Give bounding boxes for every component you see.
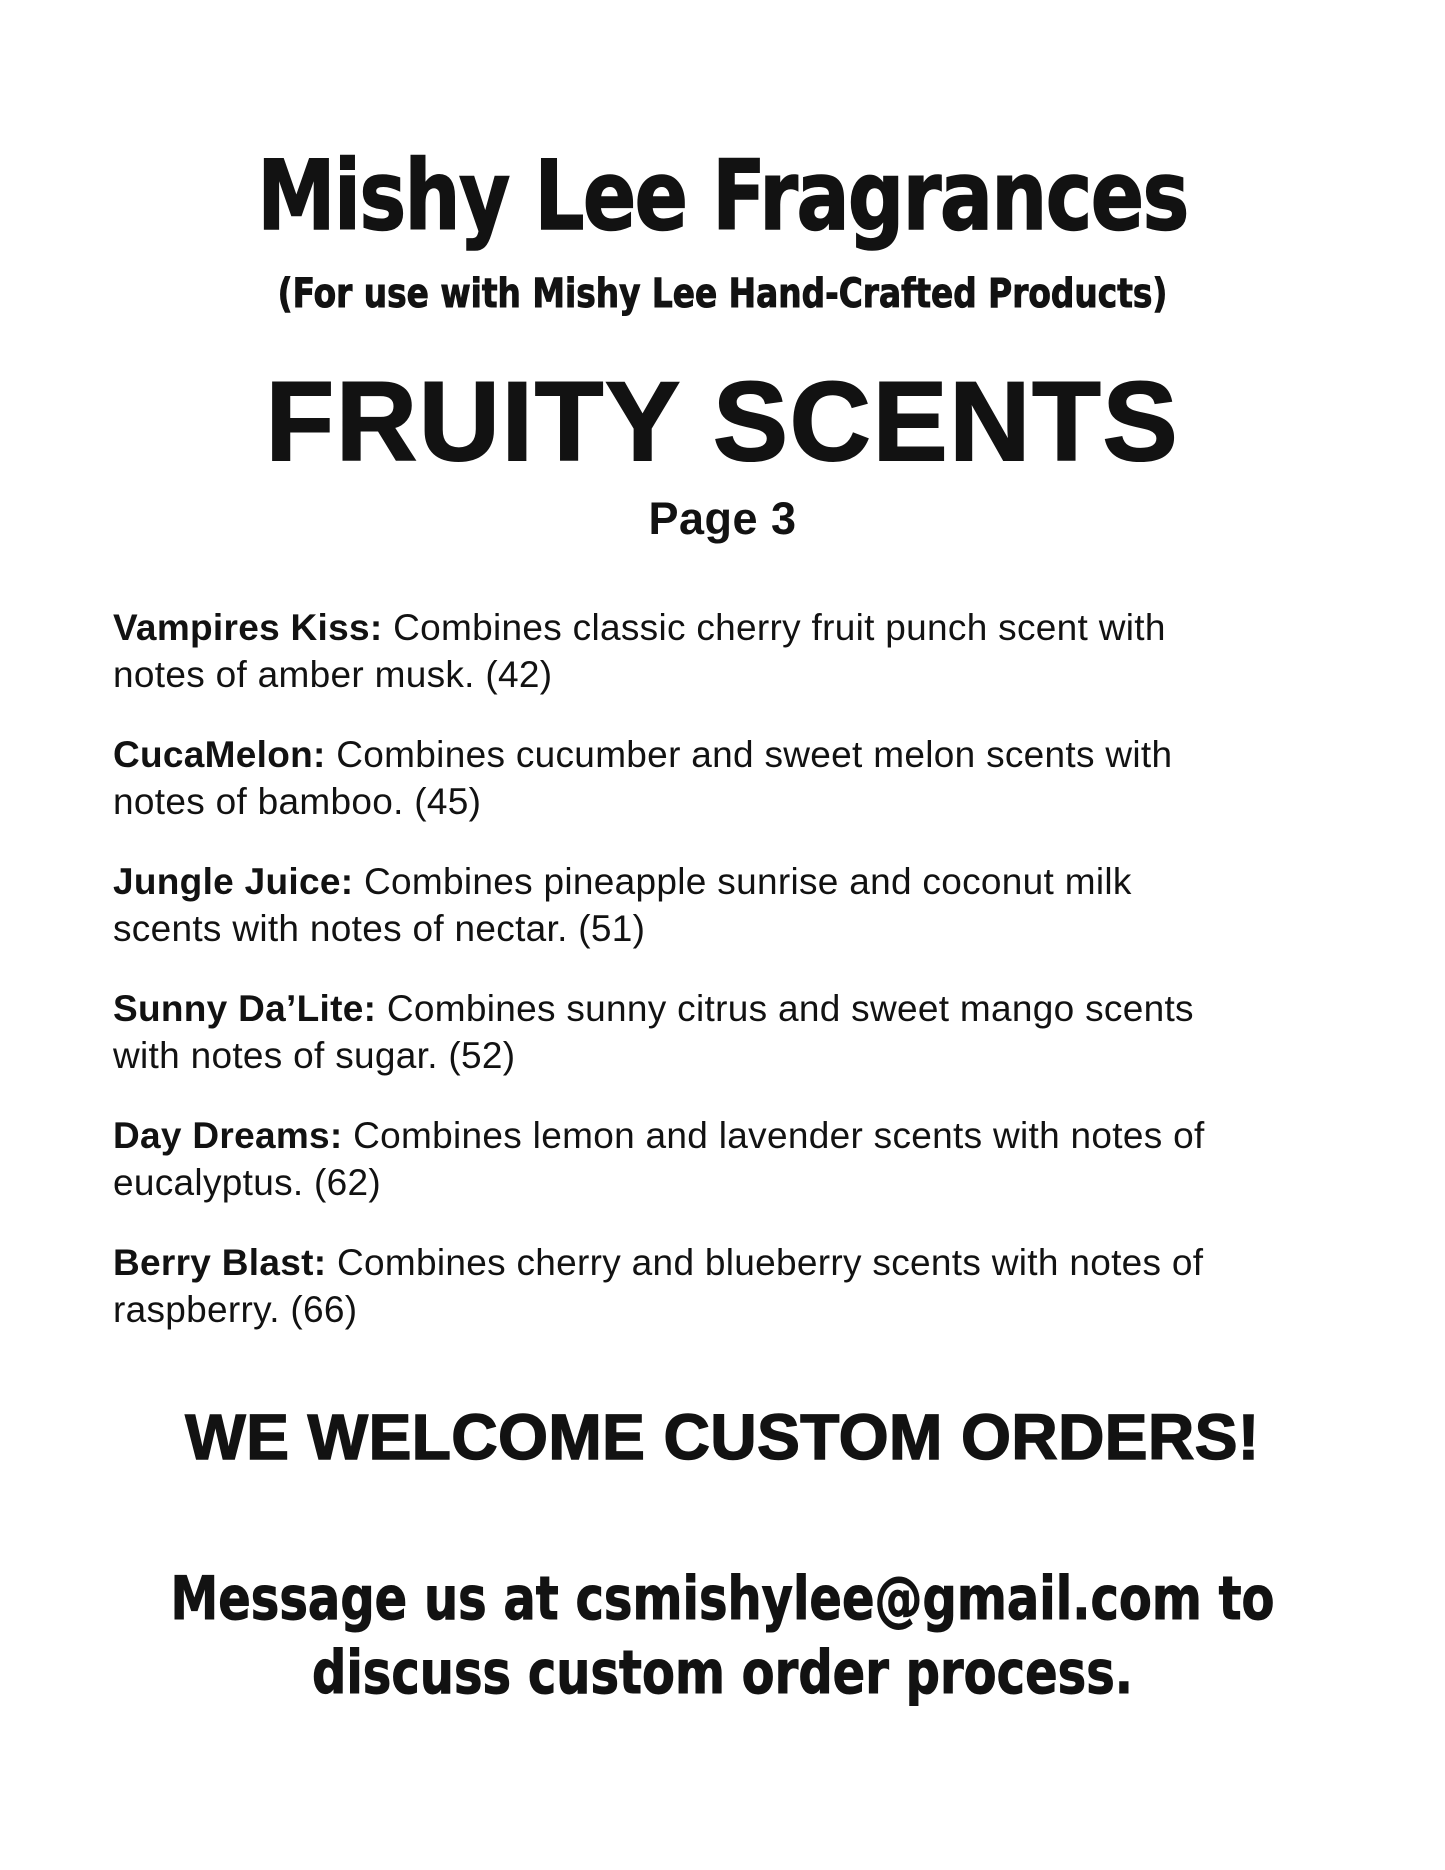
scent-name: Berry Blast: — [113, 1242, 327, 1283]
section-title: FRUITY SCENTS — [265, 359, 1180, 484]
scent-list — [113, 604, 1308, 1366]
scent-name: Jungle Juice: — [113, 861, 354, 902]
scent-item-cucamelon — [113, 731, 1308, 825]
scent-desc-line2: with notes of sugar. (52) — [113, 1035, 516, 1076]
scent-desc-line2: raspberry. (66) — [113, 1289, 358, 1330]
scent-item-day-dreams — [113, 1112, 1308, 1206]
page-number: Page 3 — [648, 493, 797, 544]
scent-item-berry-blast — [113, 1239, 1308, 1333]
scent-desc-line1: Combines pineapple sunrise and coconut milk — [363, 861, 1132, 902]
brand-title: Mishy Lee Fragrances — [257, 140, 1188, 252]
scent-name: CucaMelon: — [113, 734, 326, 775]
contact-message — [145, 1562, 1301, 1710]
contact-message-suffix: to — [1201, 1564, 1275, 1634]
contact-message-line2: discuss custom order process. — [311, 1638, 1134, 1708]
scent-desc-line2: notes of amber musk. (42) — [113, 654, 553, 695]
scent-desc-line1: Combines cucumber and sweet melon scents with — [336, 734, 1173, 775]
scent-desc-line1: Combines sunny citrus and sweet mango scents — [386, 988, 1194, 1029]
scent-desc-line2: eucalyptus. (62) — [113, 1162, 382, 1203]
scent-desc-line2: scents with notes of nectar. (51) — [113, 908, 646, 949]
custom-orders-heading: WE WELCOME CUSTOM ORDERS! — [185, 1401, 1260, 1473]
scent-item-sunny-dalite — [113, 985, 1308, 1079]
scent-item-vampires-kiss — [113, 604, 1308, 698]
brand-subtitle: (For use with Mishy Lee Hand-Crafted Products) — [277, 271, 1168, 317]
scent-desc-line1: Combines lemon and lavender scents with notes of — [353, 1115, 1205, 1156]
email-text: csmishylee@gmail.com — [575, 1564, 1202, 1634]
scent-name: Sunny Da’Lite: — [113, 988, 377, 1029]
scent-name: Day Dreams: — [113, 1115, 343, 1156]
scent-item-jungle-juice — [113, 858, 1308, 952]
scent-desc-line2: notes of bamboo. (45) — [113, 781, 482, 822]
scent-name: Vampires Kiss: — [113, 607, 383, 648]
contact-message-prefix: Message us at — [170, 1564, 576, 1634]
scent-desc-line1: Combines classic cherry fruit punch scent with — [393, 607, 1166, 648]
scent-desc-line1: Combines cherry and blueberry scents with notes of — [336, 1242, 1204, 1283]
